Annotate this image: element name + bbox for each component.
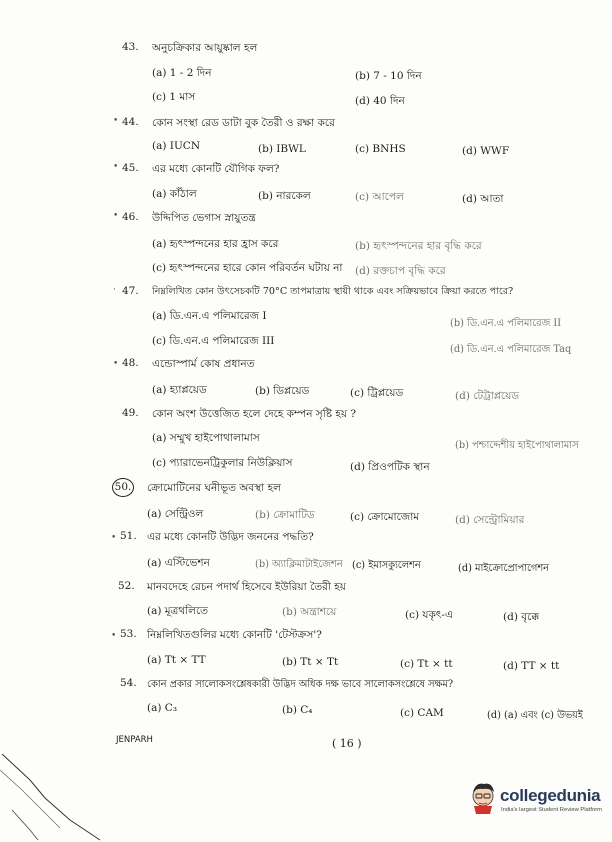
option-47-d: (d) ডি.এন.এ পলিমারেজ Taq (450, 344, 572, 355)
page-number: ( 16 ) (332, 737, 362, 750)
option-47-c: (c) ডি.এন.এ পলিমারেজ III (152, 335, 275, 347)
option-54-c: (c) CAM (400, 707, 444, 719)
question-number-49: 49. (122, 407, 139, 419)
scan-artifact-lines (0, 750, 110, 842)
question-marker-51: • (111, 533, 117, 543)
question-number-47: 47. (122, 285, 139, 297)
option-52-d: (d) বৃক্কে (503, 611, 540, 623)
question-text-46: উদ্দিপিত ভেগাস স্নায়ুতন্ত্র (152, 212, 256, 224)
option-44-c: (c) BNHS (355, 143, 406, 155)
option-50-b: (b) ক্রোমাটিড (255, 509, 315, 521)
option-49-a: (a) সম্মুখ হাইপোথালামাস (152, 432, 260, 444)
question-text-51: এর মধ্যে কোনটি উদ্ভিদ জননের পদ্ধতি? (147, 531, 314, 543)
logo-wordmark: collegedunia (500, 786, 601, 805)
option-43-c: (c) 1 মাস (152, 91, 196, 103)
question-number-44: 44. (122, 116, 139, 128)
option-50-c: (c) ক্রোমোজোম (350, 511, 420, 523)
option-43-d: (d) 40 দিন (355, 95, 405, 107)
option-51-b: (b) অ্যাক্লিমাটাইজেশন (255, 559, 343, 570)
option-51-c: (c) ইমাসক্যুলেশন (352, 560, 421, 571)
question-text-45: এর মধ্যে কোনটি যৌগিক ফল? (152, 163, 280, 175)
option-44-d: (d) WWF (462, 145, 510, 157)
option-53-a: (a) Tt × TT (147, 654, 206, 666)
question-marker-53: • (111, 631, 117, 641)
option-48-d: (d) টেট্রাপ্লয়েড (455, 390, 520, 402)
question-marker-46: • (113, 211, 119, 221)
option-47-a: (a) ডি.এন.এ পলিমারেজ I (152, 310, 267, 322)
question-number-51: 51. (120, 530, 137, 542)
option-54-b: (b) C₄ (282, 704, 313, 716)
question-text-48: এন্ডোস্পার্ম কোষ প্রধানত (152, 358, 255, 370)
question-marker-47: · (113, 285, 116, 295)
student-avatar-icon (468, 780, 498, 814)
option-52-c: (c) যকৃৎ-এ (405, 609, 453, 621)
question-text-49: কোন অংশ উত্তেজিত হলে দেহে কম্পন সৃষ্টি হয় ? (152, 408, 357, 420)
option-45-a: (a) কাঁঠাল (152, 188, 197, 200)
option-52-a: (a) মূত্রথলিতে (147, 605, 209, 617)
option-44-a: (a) IUCN (152, 140, 201, 152)
question-number-45: 45. (122, 162, 139, 174)
question-text-54: কোন প্রকার সালোকসংশ্লেষকারী উদ্ভিদ অধিক দক্ষ ভাবে সালোকসংশ্লেষে সক্ষম? (147, 679, 454, 690)
option-49-c: (c) প্যারাভেনট্রিকুলার নিউক্লিয়াস (152, 457, 293, 469)
collegedunia-logo (468, 778, 606, 826)
option-50-d: (d) সেন্ট্রোমিয়ার (455, 514, 525, 526)
option-54-d: (d) (a) এবং (c) উভয়ই (487, 710, 583, 721)
option-48-a: (a) হ্যাপ্লয়েড (152, 384, 207, 396)
option-52-b: (b) অন্ত্রাশয়ে (282, 606, 337, 618)
question-number-54: 54. (120, 677, 137, 689)
question-text-50: ক্রোমোটিনের ঘনীভূত অবস্থা হল (147, 482, 281, 494)
question-number-46: 46. (122, 211, 139, 223)
question-number-50-circled: 50. (112, 478, 134, 497)
option-48-b: (b) ডিপ্লয়েড (255, 385, 310, 397)
question-number-48: 48. (122, 357, 139, 369)
option-49-d: (d) প্রিওপটিক স্থান (350, 461, 430, 473)
question-marker-45: • (113, 162, 119, 172)
question-number-53: 53. (120, 628, 137, 640)
option-46-a: (a) হৃৎস্পন্দনের হার হ্রাস করে (152, 238, 279, 250)
option-49-b: (b) পশ্চাদ্দেশীয় হাইপোথালামাস (455, 440, 579, 451)
question-number-43: 43. (122, 41, 139, 53)
option-44-b: (b) IBWL (258, 143, 306, 155)
question-marker-44: • (113, 116, 119, 126)
logo-tagline: India's largest Student Review Platform (501, 807, 602, 813)
question-text-44: কোন সংস্থা রেড ডাটা বুক তৈরী ও রক্ষা করে (152, 117, 335, 129)
question-marker-48: • (113, 359, 119, 369)
option-43-b: (b) 7 - 10 দিন (355, 70, 422, 82)
option-51-a: (a) এস্টিভেশন (147, 557, 210, 569)
option-51-d: (d) মাইক্রোপ্রোপাগেশন (458, 563, 549, 574)
question-text-52: মানবদেহে রেচন পদার্থ হিসেবে ইউরিয়া তৈরী হয় (147, 581, 346, 593)
question-text-53: নিম্নলিখিতগুলির মধ্যে কোনটি 'টেস্টক্রস'? (147, 629, 322, 641)
option-53-d: (d) TT × tt (503, 660, 560, 672)
question-number-52: 52. (118, 580, 135, 592)
question-text-43: অনুচক্রিকার আয়ুষ্কাল হল (152, 42, 258, 54)
option-53-b: (b) Tt × Tt (282, 656, 339, 668)
option-50-a: (a) সেন্ট্রিওল (147, 508, 204, 520)
option-45-c: (c) আপেল (355, 191, 404, 203)
question-text-47: নিম্নলিখিত কোন উৎসেচকটি 70°C তাপমাত্রায় স্থায়ী থাকে এবং সক্রিয়ভাবে ক্রিয়া করতে পারে? (152, 286, 514, 297)
option-46-b: (b) হৃৎস্পন্দনের হার বৃদ্ধি করে (355, 240, 482, 252)
option-47-b: (b) ডি.এন.এ পলিমারেজ II (450, 318, 562, 329)
option-45-b: (b) নারকেল (258, 190, 311, 202)
exam-code: JENPARH (116, 735, 153, 745)
option-46-c: (c) হৃৎস্পন্দনের হারে কোন পরিবর্তন ঘটায় না (152, 262, 343, 274)
option-43-a: (a) 1 - 2 দিন (152, 67, 212, 79)
option-54-a: (a) C₃ (147, 702, 178, 714)
option-53-c: (c) Tt × tt (400, 658, 453, 670)
option-46-d: (d) রক্তচাপ বৃদ্ধি করে (355, 265, 446, 277)
option-45-d: (d) আতা (462, 193, 504, 205)
option-48-c: (c) ট্রিপ্লয়েড (350, 387, 404, 399)
